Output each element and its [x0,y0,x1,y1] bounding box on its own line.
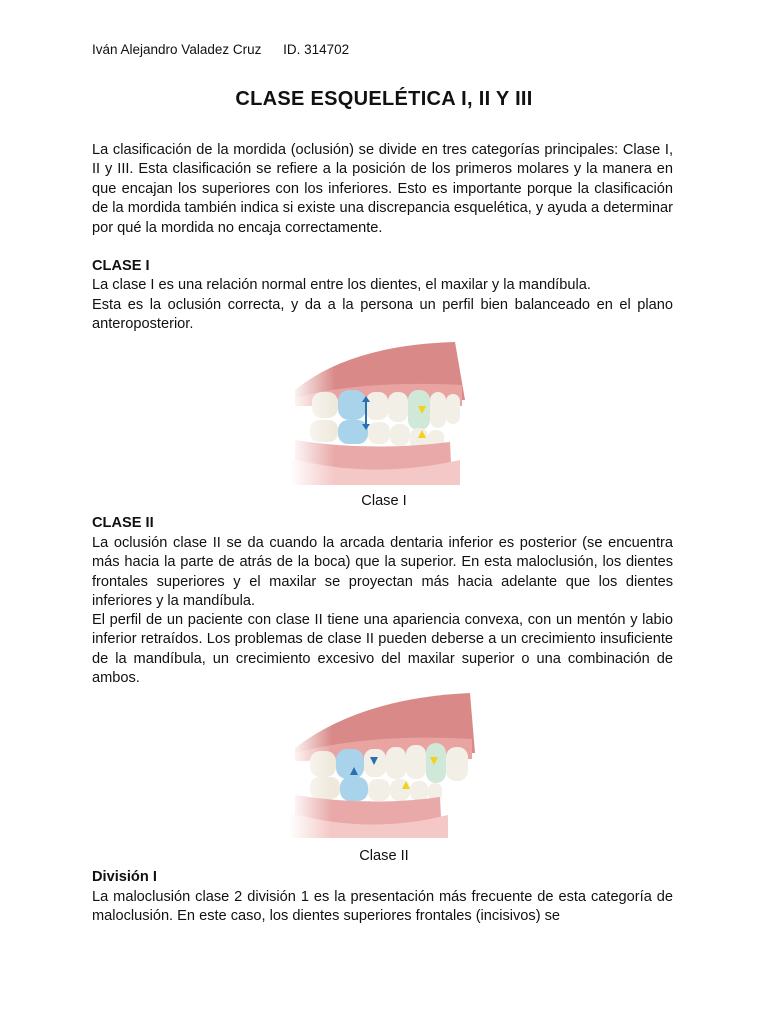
clase1-line2: Esta es la oclusión correcta, y da a la persona un perfil bien balanceado en el plano anteroposterior. [92,297,673,333]
clase1-line1: La clase I es una relación normal entre los dientes, el maxilar y la mandíbula. [92,277,591,293]
division1-heading: División I [92,869,157,885]
intro-paragraph: La clasificación de la mordida (oclusión) se divide en tres categorías principales: Clase I, II y III. Esta clasificación se refiere a la posición de los primeros molares y la manera en que encajan los superiores con los inferiores. Esto es importante porque la clasificación de la mordida también indica si existe una discrepancia esquelética, y ayuda a determinar por qué la mordida no encaja correctamente. [92,142,673,236]
clase2-heading: CLASE II [92,515,154,531]
page-title: CLASE ESQUELÉTICA I, II Y III [235,88,533,110]
clase2-paragraph2: El perfil de un paciente con clase II tiene una apariencia convexa, con un mentón y labio inferior retraídos. Los problemas de clase II pueden deberse a un crecimiento insuficiente de la mandíbula, un crecimiento excesivo del maxilar superior o una combinación de ambos. [92,612,673,687]
clase2-paragraph1: La oclusión clase II se da cuando la arcada dentaria inferior es posterior (se encuentra más hacia la parte de atrás de la boca) que la superior. En esta maloclusión, los dientes frontales superiores y el maxilar se proyectan más hacia adelante que los dientes inferiores y la mandíbula. [92,535,673,610]
clase2-caption: Clase II [359,848,409,864]
teeth-class2-illustration [290,693,480,838]
clase1-heading: CLASE I [92,258,150,274]
division1-paragraph: La maloclusión clase 2 división 1 es la presentación más frecuente de esta categoría de maloclusión. En este caso, los dientes superiores frontales (incisivos) se [92,889,673,925]
teeth-class1-illustration [290,340,470,485]
author-name: Iván Alejandro Valadez Cruz [92,42,262,57]
document-header [92,42,349,57]
student-id: ID. 314702 [283,42,350,57]
clase1-caption: Clase I [361,493,407,509]
